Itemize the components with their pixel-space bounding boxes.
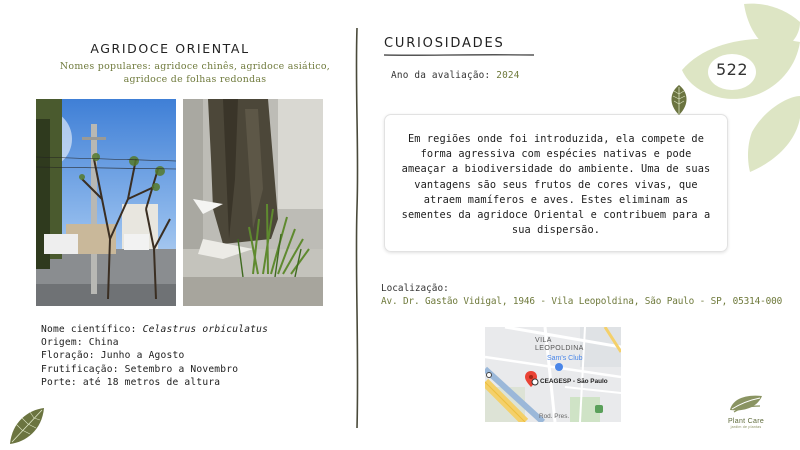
size-line: Porte: até 18 metros de altura [41, 376, 221, 388]
corner-leaf-icon [8, 406, 46, 446]
popular-names: Nomes populares: agridoce chinês, agridoce asiático, agridoce de folhas redondas [59, 61, 331, 85]
evaluation-year-value: 2024 [496, 70, 520, 81]
curiosities-text: Em regiões onde foi introduzida, ela compete de forma agressiva com espécies nativas e pode ameaçar a biodiversidade do ambiente. Uma de suas vantagens são seus frutos de cores vivas, que atraem mamíferos e aves. Estes eliminam as sementes da agridoce Oriental e contribuem para a sua dispersão. [401, 133, 711, 237]
scientific-name-label: Nome científico: [41, 324, 137, 335]
location-map[interactable] [485, 327, 621, 422]
map-district-line1: VILA [535, 337, 552, 344]
vertical-divider [351, 28, 363, 428]
brand-leaf-icon [726, 392, 766, 414]
plant-details [41, 323, 268, 389]
brand-tagline: jardim de plantas [730, 425, 762, 429]
map-district-line2: LEOPOLDINA [535, 345, 584, 352]
plant-name: AGRIDOCE ORIENTAL [90, 41, 250, 56]
brand-logo [720, 392, 772, 429]
location-address: Av. Dr. Gastão Vidigal, 1946 - Vila Leopoldina, São Paulo - SP, 05314-000 [381, 296, 783, 307]
evaluation-year [391, 70, 520, 81]
evaluation-year-label: Ano da avaliação: [391, 70, 491, 81]
tree-trunk-photo [183, 99, 323, 306]
location-label: Localização: [381, 283, 449, 294]
map-road-label: Rod. Pres. [539, 413, 570, 420]
curiosities-title: CURIOSIDADES [384, 36, 505, 51]
map-poi-sams-club[interactable]: Sam's Club [547, 355, 583, 362]
map-poi-ceagesp[interactable]: CEAGESP - São Paulo [540, 378, 608, 385]
fruiting-line: Frutificação: Setembro a Novembro [41, 363, 239, 375]
origin-line: Origem: China [41, 337, 119, 349]
small-leaf-icon [668, 84, 690, 116]
flowering-line: Floração: Junho a Agosto [41, 350, 185, 362]
tree-street-photo [36, 99, 176, 306]
curiosities-text-box [384, 114, 728, 252]
brand-name: Plant Care [727, 418, 765, 425]
scientific-name-line [41, 323, 268, 336]
title-underline [384, 52, 534, 58]
scientific-name-value: Celastrus orbiculatus [142, 324, 269, 335]
card-number: 522 [715, 60, 749, 79]
